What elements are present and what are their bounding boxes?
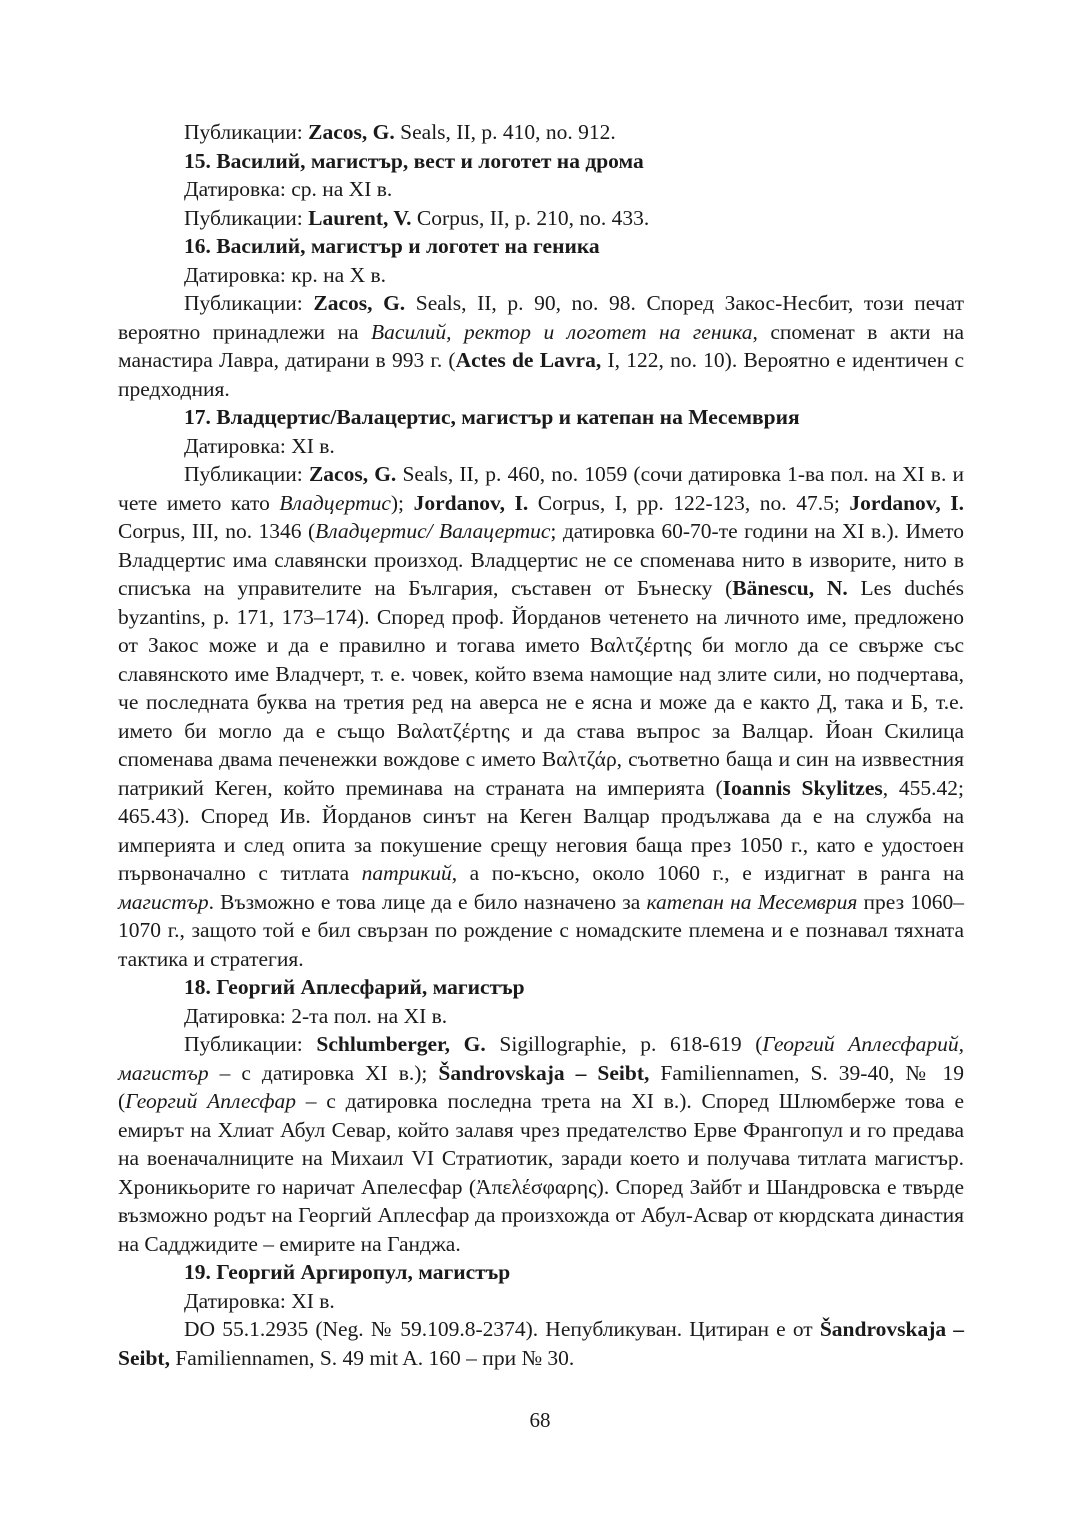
entry-title-18: 18. Георгий Аплесфарий, магистър <box>184 975 525 999</box>
text-run: Sigillographie, p. 618-619 ( <box>485 1032 763 1056</box>
bold-text: Bänescu, N. <box>732 576 848 600</box>
text-run: Публикации: <box>184 120 309 144</box>
text-run: Familiennamen, S. 49 mit A. 160 – при № 30. <box>169 1345 575 1370</box>
publications-18 <box>118 1030 964 1258</box>
text-run: – с датировка последна трета на XI в.). Според Шлюмберже това е емирът на Хлиат Абул Севар, който залавя чрез предателство Ерве Франгопул и го предава на военачалниците на Михаил VI Стратиотик, заради което и получава титлата магистър. Хроникьорите го наричат Апелесфар (Ἀπελέσφαρης). Според Зайбт и Шандровска е твърде възможно родът на Георгий Аплесфар да произхожда от Абул-Асвар от кюрдската династия на Садджидите – емирите на Ганджа. <box>118 1089 965 1256</box>
italic-text: магистър <box>118 889 209 914</box>
bold-text: Zacos, G. <box>313 291 406 315</box>
entry-title-15: 15. Василий, магистър, вест и логотет на дрома <box>184 148 644 173</box>
page-number: 68 <box>529 1408 551 1432</box>
publications-19 <box>118 1315 964 1372</box>
italic-text: Василий, ректор и логотет на геника <box>371 319 753 344</box>
dating-16: Датировка: кр. на X в. <box>184 262 387 287</box>
dating-19: Датировка: XI в. <box>184 1288 335 1313</box>
bold-text: Ioannis Skylitzes <box>722 775 883 800</box>
dating-15: Датировка: ср. на XI в. <box>184 177 393 201</box>
italic-text: Георгий Аплесфарий, магистър <box>118 1032 964 1085</box>
bold-text: Zacos, G. <box>308 120 395 144</box>
bold-text: Laurent, V. <box>308 205 412 230</box>
bold-text: Schlumberger, G. <box>316 1032 486 1056</box>
text-run: , а по-късно, около 1060 г., е издигнат в ранга на <box>451 861 964 885</box>
text-run: ; датировка 60-70-те години на XI в.). Името Владцертис има славянски произход. Владцертис не се споменава нито в изворите, нито в списъка на управителите на България, съставен от Бънеску ( <box>118 519 965 600</box>
text-run: Familiennamen, S. 39-40, № 19 ( <box>118 1060 964 1113</box>
text-run: . Възможно е това лице да е било назначено за <box>208 889 647 914</box>
publications-15 <box>118 204 964 233</box>
text-run: през 1060–1070 г., защото той е бил свързан по рождение с номадските племена и е познавал тяхната тактика и стратегия. <box>118 889 964 971</box>
text-run: Seals, II, p. 460, no. 1059 (сочи датировка 1-ва пол. на XI в. и чете името като <box>118 462 964 515</box>
italic-text: патрикий <box>361 861 452 885</box>
text-run: , 455.42; 465.43). Според Ив. Йорданов синът на Кеген Валцар продължава да е на служба на империята и след опита за покушение срещу неговия баща през 1050 г., като е удостоен първоначално с титлата <box>118 775 964 885</box>
bold-text: Jordanov, I. <box>849 490 965 515</box>
publications-16 <box>118 289 964 403</box>
text-run: Corpus, II, p. 210, no. 433. <box>411 205 650 230</box>
text-run: DO 55.1.2935 (Neg. № 59.109.8-2374). Непубликуван. Цитиран е от <box>184 1317 820 1341</box>
text-run: Corpus, I, pp. 122-123, no. 47.5; <box>528 490 850 515</box>
text-run: , споменат в акти на манастира Лавра, датирани в 993 г. ( <box>118 319 965 372</box>
text-run: Seals, II, p. 410, no. 912. <box>394 120 616 144</box>
page-body <box>118 118 964 1372</box>
bold-text: Jordanov, I. <box>413 490 529 515</box>
bold-text: Actes de Lavra, <box>455 348 602 372</box>
text-run: Публикации: <box>184 462 309 486</box>
entry-title-19: 19. Георгий Аргиропул, магистър <box>184 1260 511 1284</box>
bold-text: Zacos, G. <box>308 462 397 486</box>
italic-text: Владцертис <box>279 490 391 515</box>
text-run: Seals, II, p. 90, no. 98. Според Закос-Несбит, този печат вероятно принадлежи на <box>118 291 964 344</box>
text-run: Les duchés byzantins, p. 171, 173–174). Според проф. Йорданов четенето на личното име, предложено от Закос може и да е правилно и тогава името Βαλτζέρτης би могло да се свърже със славянското име Владчерт, т. е. човек, който взема намощие над злите сили, но подчертава, че последната буква на третия ред на аверса не е ясна и може да е както Д, така и Б, т.е. името би могло да е също Βαλατζέρτης и да става въпрос за Валцар. Йоан Скилица споменава двама печенежки вождове с името Βαλτζάρ, съответно баща и син на изввестния патрикий Кеген, който преминава на страната на империята ( <box>118 576 964 800</box>
entry-title-17: 17. Владцертис/Валацертис, магистър и катепан на Месемврия <box>184 405 800 429</box>
text-run: Публикации: <box>184 205 309 230</box>
text-run: – с датировка XI в.); <box>208 1060 439 1085</box>
dating-17: Датировка: XI в. <box>184 433 335 458</box>
text-run: ); <box>390 490 414 515</box>
entry-title-16: 16. Василий, магистър и логотет на геника <box>184 234 600 258</box>
italic-text: катепан на Месемврия <box>646 889 858 914</box>
dating-18: Датировка: 2-та пол. на XI в. <box>184 1003 448 1028</box>
italic-text: Георгий Аплесфар <box>125 1089 296 1113</box>
publications-17 <box>118 460 964 973</box>
text-run: Публикации: <box>184 1032 317 1056</box>
bold-text: Šandrovskaja – Seibt, <box>438 1060 650 1085</box>
text-run: Публикации: <box>184 291 314 315</box>
text-run: Corpus, III, no. 1346 ( <box>118 519 316 543</box>
publication-line-14 <box>118 118 964 147</box>
text-run: I, 122, no. 10). Вероятно е идентичен с предходния. <box>118 348 964 401</box>
italic-text: Владцертис/ Валацертис <box>315 519 551 543</box>
bold-text: Šandrovskaja – Seibt, <box>118 1317 964 1370</box>
